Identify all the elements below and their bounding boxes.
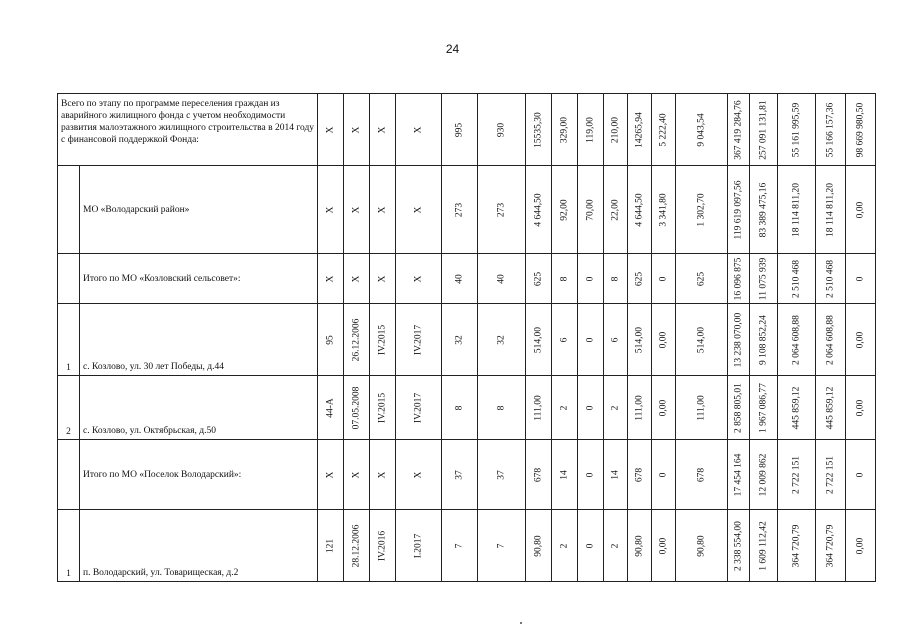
data-cell bbox=[318, 94, 344, 166]
cell-value: 2 510 468 bbox=[790, 259, 801, 298]
cell-value: 15535,30 bbox=[532, 111, 543, 148]
data-cell bbox=[526, 254, 552, 304]
data-cell bbox=[604, 304, 628, 376]
cell-value: 2 064 608,88 bbox=[824, 314, 835, 365]
cell-value: X bbox=[350, 126, 361, 133]
data-cell bbox=[816, 94, 846, 166]
cell-value: 1 302,70 bbox=[695, 192, 706, 227]
cell-value: 26.12.2006 bbox=[350, 318, 361, 361]
data-cell bbox=[652, 376, 676, 440]
cell-value: 2 bbox=[609, 543, 620, 548]
cell-value: 930 bbox=[495, 122, 506, 137]
data-cell bbox=[442, 510, 478, 582]
cell-value: 18 114 811,20 bbox=[824, 182, 835, 237]
data-cell bbox=[604, 510, 628, 582]
data-cell bbox=[396, 254, 442, 304]
data-cell bbox=[750, 254, 778, 304]
data-cell bbox=[526, 440, 552, 510]
row-name: Итого по МО «Поселок Володарский»: bbox=[80, 440, 318, 510]
cell-value: 111,00 bbox=[633, 394, 644, 421]
cell-value: X bbox=[376, 471, 387, 478]
cell-value: 07.05.2008 bbox=[350, 386, 361, 429]
data-cell bbox=[816, 166, 846, 254]
cell-value: 0,00 bbox=[854, 331, 865, 348]
data-cell bbox=[442, 376, 478, 440]
cell-value: 9 108 852,24 bbox=[757, 314, 768, 365]
data-cell bbox=[318, 376, 344, 440]
data-cell bbox=[552, 440, 578, 510]
data-cell bbox=[628, 510, 652, 582]
cell-value: 625 bbox=[695, 271, 706, 286]
cell-value: 8 bbox=[453, 405, 464, 410]
data-cell bbox=[370, 166, 396, 254]
data-cell bbox=[628, 304, 652, 376]
data-cell bbox=[478, 304, 526, 376]
data-cell bbox=[676, 166, 728, 254]
cell-value: X bbox=[350, 206, 361, 213]
cell-value: 514,00 bbox=[633, 326, 644, 353]
cell-value: 1 609 112,42 bbox=[757, 520, 768, 571]
cell-value: 6 bbox=[558, 337, 569, 342]
cell-value: I.2017 bbox=[412, 533, 423, 558]
data-cell bbox=[370, 254, 396, 304]
data-cell bbox=[396, 510, 442, 582]
data-cell bbox=[652, 94, 676, 166]
cell-value: 0 bbox=[657, 276, 668, 281]
cell-value: X bbox=[412, 471, 423, 478]
cell-value: 90,80 bbox=[695, 534, 706, 557]
cell-value: 16 096 875 bbox=[732, 257, 743, 300]
cell-value: 2 064 608,88 bbox=[790, 314, 801, 365]
data-cell bbox=[578, 254, 604, 304]
data-cell bbox=[628, 254, 652, 304]
cell-value: 14 bbox=[609, 469, 620, 480]
cell-value: 28.12.2006 bbox=[350, 524, 361, 567]
data-cell bbox=[846, 376, 876, 440]
cell-value: 121 bbox=[324, 538, 335, 553]
cell-value: 0 bbox=[584, 405, 595, 410]
cell-value: 0 bbox=[584, 276, 595, 281]
data-cell bbox=[778, 510, 816, 582]
data-cell bbox=[552, 304, 578, 376]
cell-value: 367 419 284,76 bbox=[732, 99, 743, 160]
data-cell bbox=[344, 376, 370, 440]
cell-value: X bbox=[376, 206, 387, 213]
data-cell bbox=[816, 376, 846, 440]
cell-value: 32 bbox=[495, 334, 506, 345]
cell-value: 210,00 bbox=[609, 116, 620, 143]
cell-value: X bbox=[376, 275, 387, 282]
cell-value: 995 bbox=[453, 122, 464, 137]
data-cell bbox=[628, 376, 652, 440]
cell-value: X bbox=[412, 206, 423, 213]
data-cell bbox=[652, 254, 676, 304]
cell-value: IV.2015 bbox=[376, 324, 387, 355]
data-cell bbox=[728, 440, 750, 510]
cell-value: 2 722 151 bbox=[790, 455, 801, 494]
data-cell bbox=[318, 304, 344, 376]
data-cell bbox=[816, 440, 846, 510]
cell-value: 273 bbox=[453, 202, 464, 217]
cell-value: X bbox=[350, 275, 361, 282]
data-cell bbox=[552, 254, 578, 304]
data-cell bbox=[846, 254, 876, 304]
cell-value: IV.2015 bbox=[376, 392, 387, 423]
data-cell bbox=[318, 254, 344, 304]
data-cell bbox=[552, 166, 578, 254]
cell-value: 14265,94 bbox=[633, 111, 644, 148]
data-cell bbox=[344, 254, 370, 304]
cell-value: 445 859,12 bbox=[824, 386, 835, 429]
cell-value: 4 644,50 bbox=[633, 192, 644, 227]
data-cell bbox=[396, 440, 442, 510]
data-cell bbox=[628, 166, 652, 254]
row-number: 2 bbox=[58, 376, 80, 440]
data-cell bbox=[778, 440, 816, 510]
data-cell bbox=[628, 94, 652, 166]
data-cell bbox=[526, 304, 552, 376]
table-row bbox=[58, 94, 876, 166]
data-cell bbox=[578, 376, 604, 440]
cell-value: 119 619 097,56 bbox=[732, 179, 743, 240]
cell-value: 0,00 bbox=[854, 537, 865, 554]
data-cell bbox=[578, 440, 604, 510]
table-row bbox=[58, 440, 876, 510]
cell-value: 0 bbox=[584, 543, 595, 548]
cell-value: 90,80 bbox=[532, 534, 543, 557]
cell-value: 1 967 086,77 bbox=[757, 382, 768, 433]
cell-value: X bbox=[412, 275, 423, 282]
cell-value: 22,00 bbox=[609, 198, 620, 221]
row-name: с. Козлово, ул. 30 лет Победы, д.44 bbox=[80, 304, 318, 376]
data-cell bbox=[344, 440, 370, 510]
data-cell bbox=[344, 304, 370, 376]
cell-value: 55 166 157,36 bbox=[824, 102, 835, 157]
cell-value: 70,00 bbox=[584, 198, 595, 221]
data-cell bbox=[846, 94, 876, 166]
data-cell bbox=[676, 440, 728, 510]
data-cell bbox=[318, 440, 344, 510]
cell-value: 0 bbox=[584, 337, 595, 342]
cell-value: 625 bbox=[532, 271, 543, 286]
cell-value: 2 338 554,00 bbox=[732, 520, 743, 571]
cell-value: X bbox=[324, 206, 335, 213]
cell-value: 9 043,54 bbox=[695, 112, 706, 147]
data-cell bbox=[344, 166, 370, 254]
cell-value: 445 859,12 bbox=[790, 386, 801, 429]
cell-value: 40 bbox=[453, 273, 464, 284]
cell-value: 0,00 bbox=[854, 399, 865, 416]
row-number: 1 bbox=[58, 304, 80, 376]
data-cell bbox=[442, 254, 478, 304]
data-cell bbox=[578, 166, 604, 254]
cell-value: 12 009 862 bbox=[757, 453, 768, 496]
cell-value: X bbox=[412, 126, 423, 133]
data-cell bbox=[778, 166, 816, 254]
data-cell bbox=[676, 254, 728, 304]
cell-value: 83 389 475,16 bbox=[757, 182, 768, 237]
data-cell bbox=[846, 440, 876, 510]
data-cell bbox=[652, 440, 676, 510]
cell-value: 8 bbox=[609, 276, 620, 281]
data-cell bbox=[628, 440, 652, 510]
cell-value: 329,00 bbox=[558, 116, 569, 143]
cell-value: X bbox=[350, 471, 361, 478]
cell-value: 7 bbox=[495, 543, 506, 548]
cell-value: 4 644,50 bbox=[532, 192, 543, 227]
cell-value: 95 bbox=[324, 334, 335, 345]
cell-value: 111,00 bbox=[532, 394, 543, 421]
data-cell bbox=[750, 166, 778, 254]
data-cell bbox=[370, 376, 396, 440]
data-cell bbox=[526, 94, 552, 166]
table-row bbox=[58, 304, 876, 376]
cell-value: 3 341,80 bbox=[657, 192, 668, 227]
page-number: 24 bbox=[445, 42, 460, 56]
cell-value: 11 075 939 bbox=[757, 257, 768, 300]
cell-value: X bbox=[324, 126, 335, 133]
cell-value: IV.2017 bbox=[412, 324, 423, 355]
cell-value: IV.2017 bbox=[412, 392, 423, 423]
data-cell bbox=[396, 94, 442, 166]
data-cell bbox=[846, 166, 876, 254]
data-cell bbox=[604, 94, 628, 166]
table-row bbox=[58, 510, 876, 582]
cell-value: 5 222,40 bbox=[657, 112, 668, 147]
row-name: с. Козлово, ул. Октябрьская, д.50 bbox=[80, 376, 318, 440]
data-cell bbox=[478, 94, 526, 166]
data-cell bbox=[750, 304, 778, 376]
data-cell bbox=[676, 510, 728, 582]
cell-value: 13 238 070,00 bbox=[732, 312, 743, 367]
data-cell bbox=[728, 510, 750, 582]
cell-value: 0 bbox=[854, 276, 865, 281]
data-cell bbox=[750, 510, 778, 582]
data-cell bbox=[816, 510, 846, 582]
cell-value: 2 722 151 bbox=[824, 455, 835, 494]
cell-value: 55 161 995,59 bbox=[790, 102, 801, 157]
data-cell bbox=[318, 166, 344, 254]
data-cell bbox=[676, 376, 728, 440]
cell-value: 678 bbox=[532, 467, 543, 482]
data-cell bbox=[652, 304, 676, 376]
cell-value: 6 bbox=[609, 337, 620, 342]
cell-value: 2 bbox=[558, 405, 569, 410]
data-cell bbox=[816, 304, 846, 376]
cell-value: 514,00 bbox=[695, 326, 706, 353]
cell-value: 111,00 bbox=[695, 394, 706, 421]
data-cell bbox=[728, 304, 750, 376]
cell-value: 92,00 bbox=[558, 198, 569, 221]
data-cell bbox=[728, 94, 750, 166]
data-cell bbox=[344, 510, 370, 582]
row-name: Итого по МО «Козловский сельсовет»: bbox=[80, 254, 318, 304]
cell-value: 18 114 811,20 bbox=[790, 182, 801, 237]
cell-value: 0 bbox=[854, 472, 865, 477]
data-cell bbox=[552, 510, 578, 582]
data-cell bbox=[676, 94, 728, 166]
data-cell bbox=[778, 376, 816, 440]
cell-value: 14 bbox=[558, 469, 569, 480]
cell-value: X bbox=[324, 275, 335, 282]
data-cell bbox=[676, 304, 728, 376]
data-cell bbox=[552, 94, 578, 166]
cell-value: 2 858 805,01 bbox=[732, 382, 743, 433]
cell-value: 17 454 164 bbox=[732, 453, 743, 496]
data-cell bbox=[370, 510, 396, 582]
data-cell bbox=[478, 166, 526, 254]
data-cell bbox=[478, 440, 526, 510]
data-cell bbox=[442, 304, 478, 376]
cell-value: 37 bbox=[495, 469, 506, 480]
data-cell bbox=[552, 376, 578, 440]
data-cell bbox=[318, 510, 344, 582]
cell-value: 0,00 bbox=[657, 331, 668, 348]
data-cell bbox=[370, 440, 396, 510]
cell-value: 2 510 468 bbox=[824, 259, 835, 298]
data-cell bbox=[526, 510, 552, 582]
data-cell bbox=[344, 94, 370, 166]
data-cell bbox=[396, 304, 442, 376]
data-cell bbox=[728, 166, 750, 254]
data-cell bbox=[604, 440, 628, 510]
data-cell bbox=[370, 304, 396, 376]
data-cell bbox=[526, 166, 552, 254]
cell-value: 2 bbox=[558, 543, 569, 548]
data-cell bbox=[396, 166, 442, 254]
resettlement-table bbox=[57, 93, 876, 582]
cell-value: 364 720,79 bbox=[824, 524, 835, 567]
data-cell bbox=[442, 94, 478, 166]
row-number bbox=[58, 440, 80, 510]
data-cell bbox=[578, 304, 604, 376]
data-cell bbox=[652, 510, 676, 582]
cell-value: 678 bbox=[633, 467, 644, 482]
row-number: 1 bbox=[58, 510, 80, 582]
cell-value: IV.2016 bbox=[376, 530, 387, 561]
data-cell bbox=[750, 376, 778, 440]
cell-value: 273 bbox=[495, 202, 506, 217]
data-cell bbox=[750, 94, 778, 166]
data-cell bbox=[778, 304, 816, 376]
cell-value: X bbox=[376, 126, 387, 133]
cell-value: 90,80 bbox=[633, 534, 644, 557]
cell-value: 119,00 bbox=[584, 116, 595, 143]
data-cell bbox=[578, 94, 604, 166]
data-cell bbox=[442, 440, 478, 510]
data-cell bbox=[604, 166, 628, 254]
data-cell bbox=[816, 254, 846, 304]
cell-value: X bbox=[324, 471, 335, 478]
cell-value: 678 bbox=[695, 467, 706, 482]
data-cell bbox=[846, 304, 876, 376]
cell-value: 625 bbox=[633, 271, 644, 286]
cell-value: 0,00 bbox=[657, 537, 668, 554]
cell-value: 514,00 bbox=[532, 326, 543, 353]
cell-value: 0 bbox=[657, 472, 668, 477]
cell-value: 32 bbox=[453, 334, 464, 345]
table-row bbox=[58, 166, 876, 254]
cell-value: 98 669 980,50 bbox=[854, 102, 865, 157]
row-name: п. Володарский, ул. Товарищеская, д.2 bbox=[80, 510, 318, 582]
cell-value: 0,00 bbox=[854, 201, 865, 218]
data-cell bbox=[442, 166, 478, 254]
data-cell bbox=[478, 254, 526, 304]
data-cell bbox=[652, 166, 676, 254]
data-cell bbox=[750, 440, 778, 510]
cell-value: 44-А bbox=[324, 397, 335, 418]
cell-value: 364 720,79 bbox=[790, 524, 801, 567]
cell-value: 7 bbox=[453, 543, 464, 548]
scan-speck bbox=[520, 622, 522, 624]
row-name: МО «Володарский район» bbox=[80, 166, 318, 254]
data-cell bbox=[478, 376, 526, 440]
cell-value: 2 bbox=[609, 405, 620, 410]
data-cell bbox=[728, 376, 750, 440]
data-cell bbox=[526, 376, 552, 440]
table-row bbox=[58, 376, 876, 440]
data-cell bbox=[778, 254, 816, 304]
data-cell bbox=[846, 510, 876, 582]
row-number bbox=[58, 254, 80, 304]
data-cell bbox=[578, 510, 604, 582]
row-number bbox=[58, 166, 80, 254]
table-row bbox=[58, 254, 876, 304]
cell-value: 0,00 bbox=[657, 399, 668, 416]
cell-value: 257 091 131,81 bbox=[757, 99, 768, 160]
data-cell bbox=[778, 94, 816, 166]
data-cell bbox=[370, 94, 396, 166]
cell-value: 8 bbox=[558, 276, 569, 281]
data-cell bbox=[478, 510, 526, 582]
cell-value: 8 bbox=[495, 405, 506, 410]
data-cell bbox=[604, 376, 628, 440]
data-cell bbox=[396, 376, 442, 440]
row-name: Всего по этапу по программе переселения граждан из аварийного жилищного фонда с учетом необходимости развития малоэтажного жилищного строительства в 2014 году с финансовой поддержкой Фонда: bbox=[58, 94, 318, 166]
cell-value: 0 bbox=[584, 472, 595, 477]
cell-value: 40 bbox=[495, 273, 506, 284]
data-cell bbox=[604, 254, 628, 304]
data-cell bbox=[728, 254, 750, 304]
cell-value: 37 bbox=[453, 469, 464, 480]
